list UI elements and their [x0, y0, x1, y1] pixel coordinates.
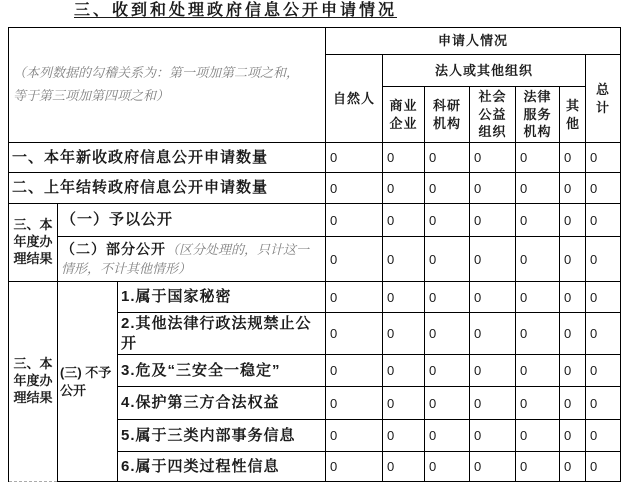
value-cell: 0 [383, 387, 425, 420]
row-label: 3.危及“三安全一稳定” [118, 355, 326, 387]
value-cell: 0 [516, 313, 560, 355]
value-cell: 0 [326, 204, 383, 237]
value-cell: 0 [470, 173, 516, 204]
row-label: 1.属于国家秘密 [118, 282, 326, 313]
value-cell: 0 [516, 143, 560, 173]
table-row-granted [9, 204, 621, 237]
value-cell: 0 [425, 387, 470, 420]
row-label: 一、本年新收政府信息公开申请数量 [9, 143, 326, 173]
value-cell: 0 [586, 420, 621, 452]
value-cell: 0 [383, 143, 425, 173]
value-cell: 0 [326, 173, 383, 204]
table-row-carried-over [9, 173, 621, 204]
value-cell: 0 [383, 282, 425, 313]
value-cell: 0 [326, 355, 383, 387]
value-cell: 0 [470, 143, 516, 173]
value-cell: 0 [560, 204, 586, 237]
value-cell: 0 [383, 420, 425, 452]
value-cell: 0 [425, 313, 470, 355]
value-cell: 0 [470, 355, 516, 387]
row-label-main: （二）部分公开 [61, 240, 166, 257]
value-cell: 0 [470, 237, 516, 282]
col-header-research: 科研机构 [425, 87, 470, 143]
row-label: 二、上年结转政府信息公开申请数量 [9, 173, 326, 204]
row-label: 6.属于四类过程性信息 [118, 452, 326, 482]
value-cell: 0 [470, 313, 516, 355]
value-cell: 0 [586, 387, 621, 420]
value-cell: 0 [516, 387, 560, 420]
col-header-commercial: 商业企业 [383, 87, 425, 143]
value-cell: 0 [560, 282, 586, 313]
value-cell: 0 [560, 387, 586, 420]
row-label: 5.属于三类内部事务信息 [118, 420, 326, 452]
value-cell: 0 [326, 313, 383, 355]
value-cell: 0 [560, 313, 586, 355]
value-cell: 0 [586, 204, 621, 237]
value-cell: 0 [586, 355, 621, 387]
row-group-result: 三、本年度办理结果 [9, 204, 58, 282]
value-cell: 0 [326, 282, 383, 313]
value-cell: 0 [560, 355, 586, 387]
table-row-partial [9, 237, 621, 282]
col-header-legal-service: 法律服务机构 [516, 87, 560, 143]
value-cell: 0 [516, 282, 560, 313]
value-cell: 0 [586, 237, 621, 282]
value-cell: 0 [470, 282, 516, 313]
value-cell: 0 [326, 237, 383, 282]
value-cell: 0 [586, 173, 621, 204]
value-cell: 0 [425, 204, 470, 237]
value-cell: 0 [383, 452, 425, 482]
col-header-social: 社会公益组织 [470, 87, 516, 143]
table-row-new-applications [9, 143, 621, 173]
value-cell: 0 [516, 355, 560, 387]
section-title: 三、收到和处理政府信息公开申请情况 [74, 2, 398, 19]
row-label: （一）予以公开 [58, 204, 326, 237]
value-cell: 0 [383, 173, 425, 204]
value-cell: 0 [586, 143, 621, 173]
row-group-result: 三、本年度办理结果 [9, 282, 58, 482]
value-cell: 0 [470, 452, 516, 482]
col-header-applicant: 申请人情况 [326, 28, 621, 55]
header-row-1 [9, 28, 621, 55]
value-cell: 0 [425, 237, 470, 282]
value-cell: 0 [326, 420, 383, 452]
row-label [58, 237, 326, 282]
value-cell: 0 [425, 143, 470, 173]
value-cell: 0 [560, 143, 586, 173]
table-row-state-secret [9, 282, 621, 313]
value-cell: 0 [560, 452, 586, 482]
value-cell: 0 [425, 355, 470, 387]
value-cell: 0 [383, 204, 425, 237]
value-cell: 0 [516, 204, 560, 237]
col-header-other: 其他 [560, 87, 586, 143]
value-cell: 0 [560, 420, 586, 452]
value-cell: 0 [383, 313, 425, 355]
application-stats-table [8, 27, 621, 482]
row-group-refused: (三) 不予公开 [58, 282, 118, 482]
col-header-legal-org: 法人或其他组织 [383, 55, 586, 87]
value-cell: 0 [516, 420, 560, 452]
value-cell: 0 [560, 237, 586, 282]
value-cell: 0 [470, 204, 516, 237]
value-cell: 0 [516, 173, 560, 204]
value-cell: 0 [470, 420, 516, 452]
value-cell: 0 [516, 452, 560, 482]
col-header-natural-person: 自然人 [326, 55, 383, 143]
row-label-note: （区分处理的，只计这一情形，不计其他情形） [61, 241, 310, 276]
value-cell: 0 [586, 313, 621, 355]
value-cell: 0 [326, 452, 383, 482]
value-cell: 0 [560, 173, 586, 204]
value-cell: 0 [425, 173, 470, 204]
value-cell: 0 [383, 237, 425, 282]
value-cell: 0 [425, 420, 470, 452]
col-header-total: 总计 [586, 55, 621, 143]
value-cell: 0 [516, 237, 560, 282]
row-label: 4.保护第三方合法权益 [118, 387, 326, 420]
row-label: 2.其他法律行政法规禁止公开 [118, 313, 326, 355]
value-cell: 0 [586, 452, 621, 482]
value-cell: 0 [326, 387, 383, 420]
value-cell: 0 [326, 143, 383, 173]
value-cell: 0 [425, 282, 470, 313]
value-cell: 0 [470, 387, 516, 420]
value-cell: 0 [383, 355, 425, 387]
reconciliation-note: （本列数据的勾稽关系为：第一项加第二项之和，等于第三项加第四项之和） [9, 28, 326, 143]
value-cell: 0 [425, 452, 470, 482]
value-cell: 0 [586, 282, 621, 313]
